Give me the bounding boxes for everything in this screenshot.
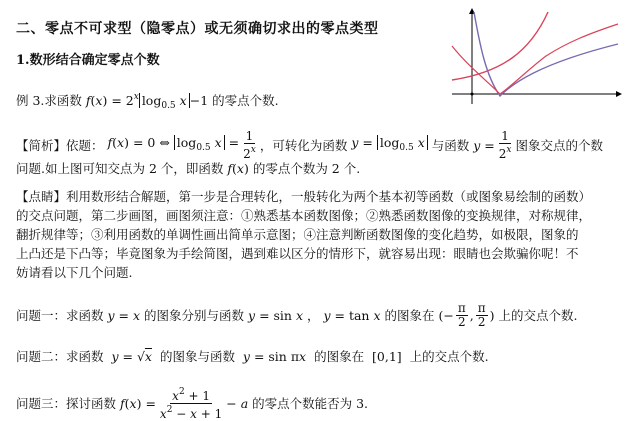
analysis-lead: 依题： bbox=[66, 137, 104, 153]
question3: 问题三：探讨函数 f(x) = $\frac{x^2 + 1}{x^2 - x + 1}$ − a 的零点个数能否为 3. bbox=[16, 387, 369, 421]
analysis-label: 【简析】 bbox=[16, 137, 67, 153]
tip-label: 【点睛】 bbox=[16, 189, 67, 204]
fraction-q3: $\frac{x^2 + 1}{x^2 - x + 1}$ bbox=[159, 387, 223, 421]
section1-title: 1.数形结合确定零点个数 bbox=[16, 53, 160, 68]
analysis-and: 与函数 bbox=[431, 137, 470, 153]
analysis-line1: 【简析】 依题： f(x) = 0 ⇔ $\log_{0.5} x$ = $\frac{1}{2^x}$ ，可转化为函数 $y = \log_{0.5} x$ 与函数 y = $\frac{1}{2^x}$ 图象交点的个数 bbox=[16, 129, 603, 161]
analysis-tail: 图象交点的个数 bbox=[515, 137, 603, 153]
log-abs-curve bbox=[474, 12, 618, 96]
fraction-1-over-2x: $\frac{1}{2^x}$ bbox=[243, 129, 256, 161]
fraction-pi-over-2-b: $\frac{\pi}{2}$ bbox=[477, 301, 486, 329]
fraction-1-over-2x-b: $\frac{1}{2^x}$ bbox=[498, 129, 512, 161]
origin-point bbox=[471, 93, 474, 96]
exp-curve bbox=[452, 12, 548, 80]
tip-line5: 妨请看以下几个问题. bbox=[16, 265, 133, 280]
question2: 问题二：求函数 y = √x 的图象与函数 y = sin πx 的图象在 [0,1] 上的交点个数. bbox=[16, 349, 489, 364]
example3-suffix: 的零点个数. bbox=[212, 93, 279, 108]
x-axis-arrow bbox=[616, 91, 622, 97]
example3-prefix: 例 3.求函数 bbox=[16, 93, 82, 108]
tip-line4: 上凸还是下凸等；毕竟图象为手绘简图，遇到难以区分的情形下，就容易出现：眼睛也会欺骗你呢！不 bbox=[16, 246, 579, 261]
tip-line3: 翻折规律等；③利用函数的单调性画出简单示意图；④注意判断函数图像的变化趋势，如极限，图象的 bbox=[16, 227, 579, 242]
tip-line1: 【点睛】利用数形结合解题，第一步是合理转化，一般转化为两个基本初等函数（或图象易绘制的函数） bbox=[16, 189, 592, 204]
tip-line2: 的交点问题，第二步画图，画图须注意：①熟悉基本函数图像；②熟悉函数图像的变换规律，对称规律， bbox=[16, 208, 592, 223]
section-heading: 二、零点不可求型（隐零点）或无须确切求出的零点类型 bbox=[16, 21, 379, 37]
fraction-pi-over-2: $\frac{\pi}{2}$ bbox=[457, 301, 466, 329]
function-graph bbox=[448, 6, 624, 110]
example3-formula: f bbox=[85, 93, 91, 108]
analysis-mid: ，可转化为函数 bbox=[259, 137, 348, 153]
analysis-line2: 问题.如上图可知交点为 2 个，即函数 f(x) 的零点个数为 2 个. bbox=[16, 161, 361, 176]
example3: 例 3.求函数 $f(x) = 2^x$ $\log_{0.5} x -1$ 的零点个数. bbox=[16, 92, 279, 111]
question1: 问题一：求函数 y = x 的图象分别与函数 y = sin x ， y = tan x 的图象在 (− $\frac{\pi}{2}$ , $\frac{\pi}{2}$ ) 上的交点个数. bbox=[16, 301, 578, 329]
